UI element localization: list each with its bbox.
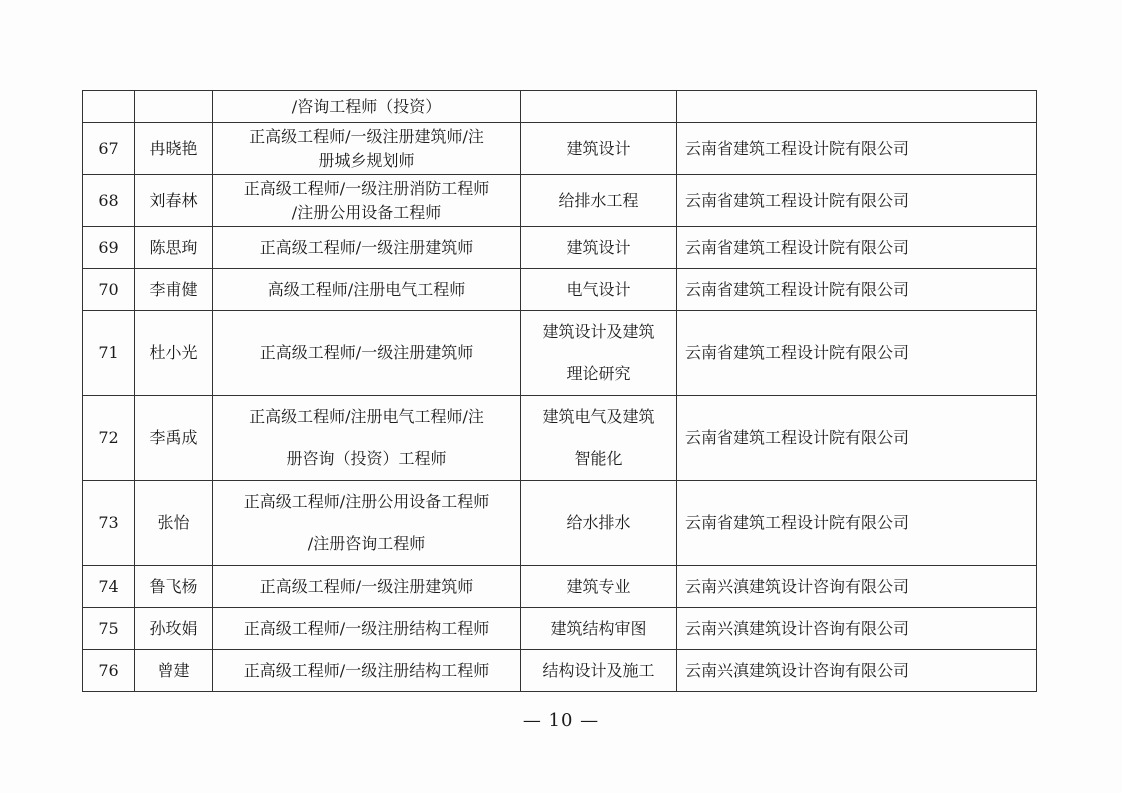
row-number-cell: 69	[83, 227, 135, 269]
company-cell: 云南兴滇建筑设计咨询有限公司	[677, 650, 1037, 692]
professional-title-cell	[213, 175, 521, 227]
expert-roster-table	[82, 90, 1037, 692]
person-name-cell: 李禹成	[135, 396, 213, 481]
table-row	[83, 566, 1037, 608]
professional-title-cell	[213, 566, 521, 608]
title-line: 正高级工程师/一级注册结构工程师	[243, 618, 490, 638]
specialty-cell	[521, 396, 677, 481]
person-name-cell: 冉晓艳	[135, 123, 213, 175]
title-line: /注册咨询工程师	[307, 534, 426, 553]
roster-body	[83, 91, 1037, 692]
professional-title-cell	[213, 269, 521, 311]
specialty-cell	[521, 608, 677, 650]
company-cell: 云南省建筑工程设计院有限公司	[677, 123, 1037, 175]
table-row	[83, 269, 1037, 311]
specialty-cell	[521, 650, 677, 692]
table-row	[83, 608, 1037, 650]
table-row	[83, 650, 1037, 692]
specialty-line: 理论研究	[566, 364, 631, 383]
row-number-cell: 67	[83, 123, 135, 175]
row-number-cell: 70	[83, 269, 135, 311]
table-row	[83, 311, 1037, 396]
professional-title-cell	[213, 481, 521, 566]
specialty-line: 建筑设计及建筑	[542, 322, 655, 341]
title-line: 正高级工程师/注册公用设备工程师	[243, 492, 490, 511]
person-name-cell: 张怡	[135, 481, 213, 566]
title-line: 正高级工程师/一级注册建筑师	[259, 237, 474, 257]
professional-title-cell	[213, 608, 521, 650]
specialty-cell	[521, 91, 677, 123]
specialty-line: 电气设计	[566, 279, 631, 299]
company-cell	[677, 91, 1037, 123]
person-name-cell: 鲁飞杨	[135, 566, 213, 608]
person-name-cell: 曾建	[135, 650, 213, 692]
professional-title-cell	[213, 650, 521, 692]
specialty-line: 给水排水	[566, 513, 631, 532]
title-line: 正高级工程师/一级注册建筑师	[259, 576, 474, 596]
row-number-cell: 74	[83, 566, 135, 608]
person-name-cell: 李甫健	[135, 269, 213, 311]
professional-title-cell	[213, 91, 521, 123]
row-number-cell: 72	[83, 396, 135, 481]
company-cell: 云南省建筑工程设计院有限公司	[677, 175, 1037, 227]
title-line: 高级工程师/注册电气工程师	[267, 279, 466, 299]
specialty-line: 给排水工程	[558, 190, 639, 210]
specialty-line: 建筑专业	[566, 576, 631, 596]
title-line: /注册公用设备工程师	[291, 202, 442, 222]
specialty-cell	[521, 481, 677, 566]
specialty-cell	[521, 175, 677, 227]
company-cell: 云南兴滇建筑设计咨询有限公司	[677, 608, 1037, 650]
specialty-line: 结构设计及施工	[542, 660, 655, 680]
title-line: 正高级工程师/注册电气工程师/注	[249, 407, 484, 426]
professional-title-cell	[213, 311, 521, 396]
specialty-line: 建筑电气及建筑	[542, 407, 655, 426]
company-cell: 云南省建筑工程设计院有限公司	[677, 227, 1037, 269]
table-row	[83, 481, 1037, 566]
title-line: 正高级工程师/一级注册建筑师/注	[249, 126, 484, 146]
company-cell: 云南兴滇建筑设计咨询有限公司	[677, 566, 1037, 608]
table-row	[83, 123, 1037, 175]
specialty-line: 建筑设计	[566, 138, 631, 158]
table-row	[83, 396, 1037, 481]
professional-title-cell	[213, 123, 521, 175]
row-number-cell: 73	[83, 481, 135, 566]
title-line: 册咨询（投资）工程师	[286, 449, 447, 468]
person-name-cell: 刘春林	[135, 175, 213, 227]
title-line: 正高级工程师/一级注册结构工程师	[243, 660, 490, 680]
person-name-cell: 孙玫娟	[135, 608, 213, 650]
specialty-cell	[521, 566, 677, 608]
specialty-line: 建筑结构审图	[550, 618, 647, 638]
row-number-cell: 68	[83, 175, 135, 227]
specialty-cell	[521, 123, 677, 175]
row-number-cell: 71	[83, 311, 135, 396]
title-line: /咨询工程师（投资）	[291, 96, 442, 116]
table-row	[83, 175, 1037, 227]
specialty-cell	[521, 269, 677, 311]
specialty-cell	[521, 311, 677, 396]
title-line: 册城乡规划师	[318, 150, 415, 170]
title-line: 正高级工程师/一级注册建筑师	[259, 343, 474, 362]
row-number-cell: 75	[83, 608, 135, 650]
specialty-line: 智能化	[574, 449, 623, 468]
company-cell: 云南省建筑工程设计院有限公司	[677, 396, 1037, 481]
specialty-cell	[521, 227, 677, 269]
professional-title-cell	[213, 396, 521, 481]
row-number-cell: 76	[83, 650, 135, 692]
page-number: — 10 —	[522, 710, 600, 731]
table-row	[83, 91, 1037, 123]
specialty-line: 建筑设计	[566, 237, 631, 257]
row-number-cell	[83, 91, 135, 123]
person-name-cell: 陈思珣	[135, 227, 213, 269]
professional-title-cell	[213, 227, 521, 269]
person-name-cell	[135, 91, 213, 123]
company-cell: 云南省建筑工程设计院有限公司	[677, 269, 1037, 311]
table-row	[83, 227, 1037, 269]
company-cell: 云南省建筑工程设计院有限公司	[677, 481, 1037, 566]
company-cell: 云南省建筑工程设计院有限公司	[677, 311, 1037, 396]
title-line: 正高级工程师/一级注册消防工程师	[243, 178, 490, 198]
person-name-cell: 杜小光	[135, 311, 213, 396]
